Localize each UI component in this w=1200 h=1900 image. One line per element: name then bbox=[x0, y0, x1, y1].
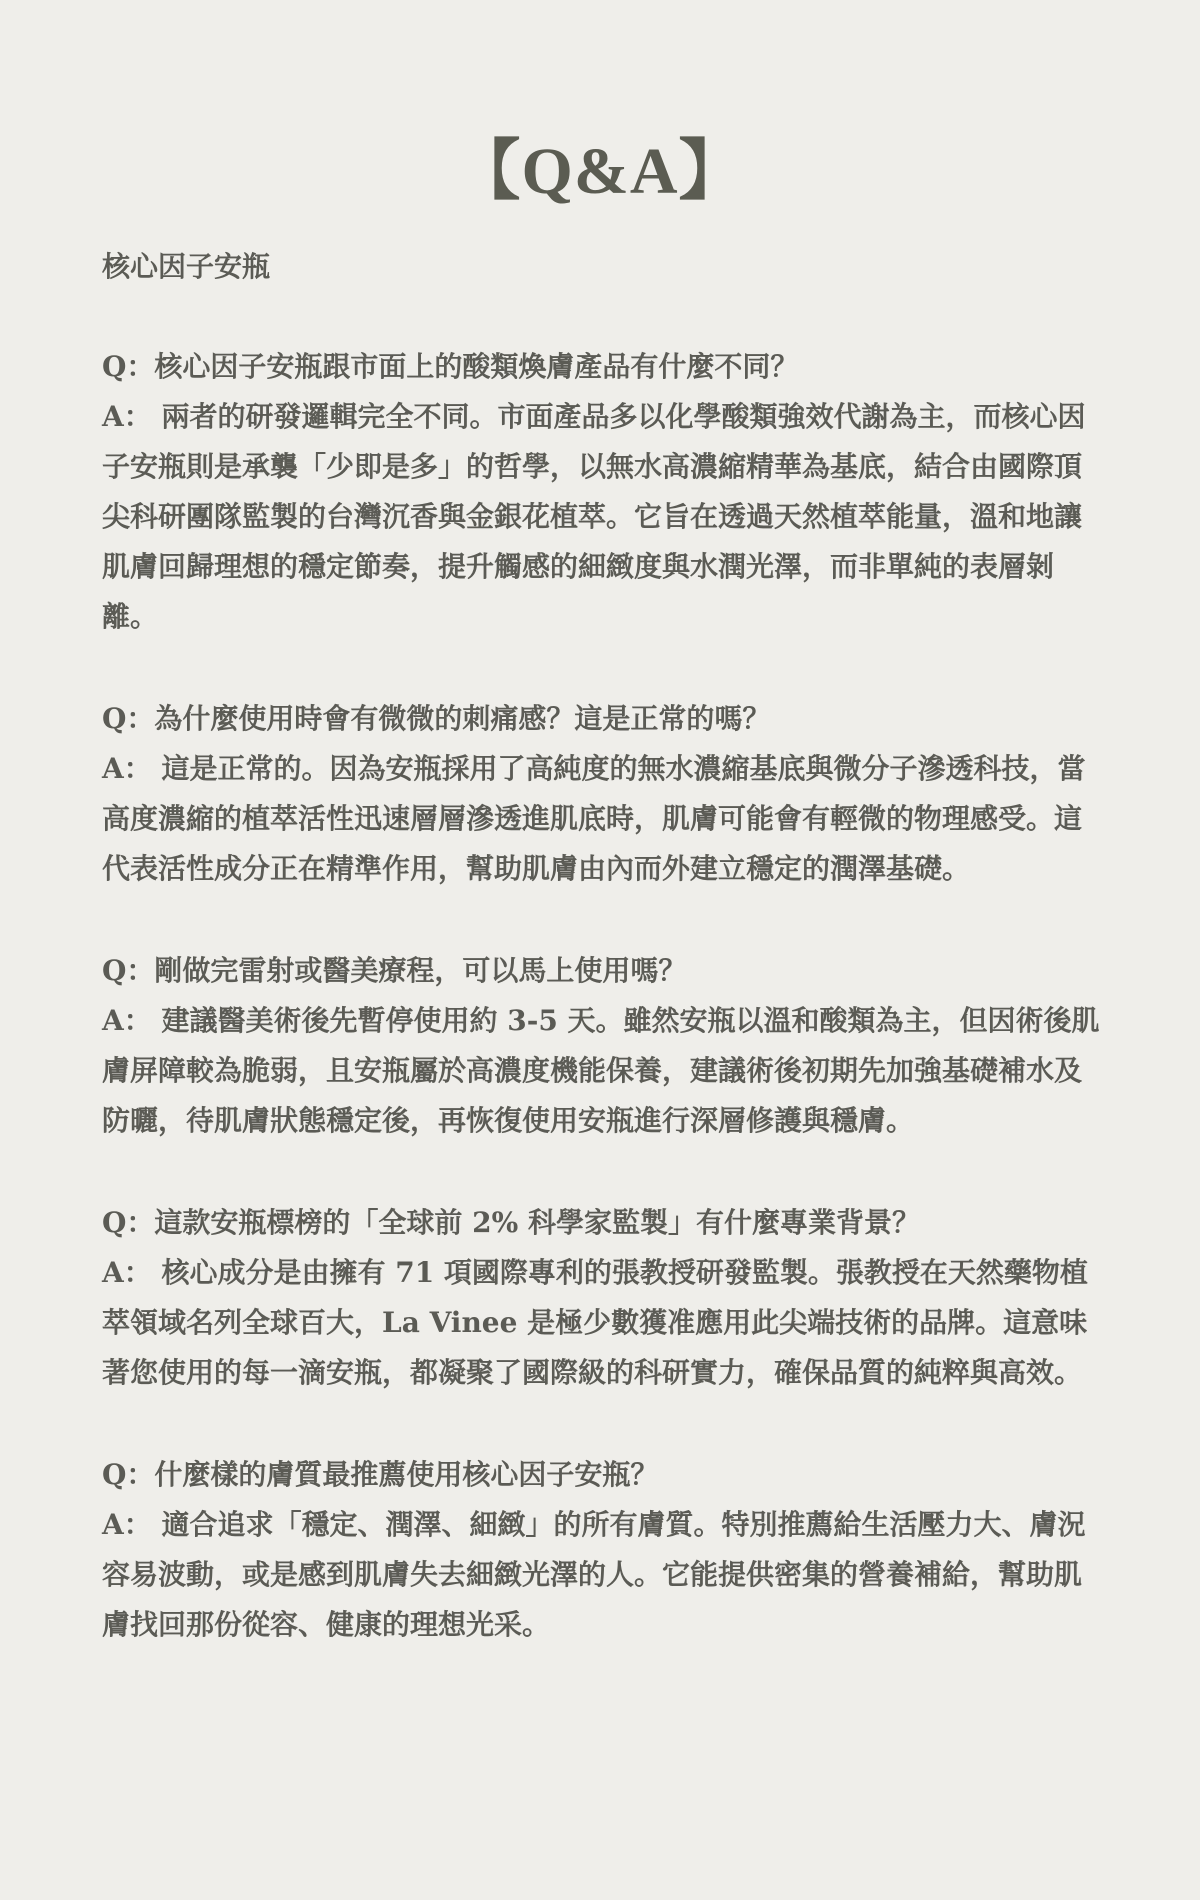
faq-item bbox=[102, 1450, 1102, 1650]
faq-answer: A： 核心成分是由擁有 71 項國際專利的張教授研發監製。張教授在天然藥物植萃領域名列全球百大，La Vinee 是極少數獲准應用此尖端技術的品牌。這意味著您使用的每一滴安瓶，都凝聚了國際級的科研實力，確保品質的純粹與高效。 bbox=[102, 1256, 1088, 1389]
faq-question: Q：這款安瓶標榜的「全球前 2% 科學家監製」有什麼專業背景？ bbox=[102, 1206, 920, 1239]
faq-question: Q：核心因子安瓶跟市面上的酸類煥膚產品有什麼不同？ bbox=[102, 350, 799, 383]
faq-answer: A： 建議醫美術後先暫停使用約 3-5 天。雖然安瓶以溫和酸類為主，但因術後肌膚屏障較為脆弱，且安瓶屬於高濃度機能保養，建議術後初期先加強基礎補水及防曬，待肌膚狀態穩定後，再恢復使用安瓶進行深層修護與穩膚。 bbox=[102, 1004, 1100, 1137]
section-title: 核心因子安瓶 bbox=[102, 250, 271, 283]
faq-question: Q：什麼樣的膚質最推薦使用核心因子安瓶？ bbox=[102, 1458, 659, 1491]
faq-question: Q：為什麼使用時會有微微的刺痛感？這是正常的嗎？ bbox=[102, 702, 771, 735]
faq-answer: A： 兩者的研發邏輯完全不同。市面產品多以化學酸類強效代謝為主，而核心因子安瓶則是承襲「少即是多」的哲學，以無水高濃縮精華為基底，結合由國際頂尖科研團隊監製的台灣沉香與金銀花植萃。它旨在透過天然植萃能量，溫和地讓肌膚回歸理想的穩定節奏，提升觸感的細緻度與水潤光澤，而非單純的表層剝離。 bbox=[102, 400, 1086, 633]
faq-item bbox=[102, 946, 1102, 1146]
faq-item bbox=[102, 342, 1102, 642]
faq-item bbox=[102, 1198, 1102, 1398]
faq-item bbox=[102, 694, 1102, 894]
page-title: 【Q&A】 bbox=[454, 135, 746, 209]
faq-question: Q：剛做完雷射或醫美療程，可以馬上使用嗎？ bbox=[102, 954, 687, 987]
faq-content bbox=[102, 244, 1102, 1702]
faq-answer: A： 適合追求「穩定、潤澤、細緻」的所有膚質。特別推薦給生活壓力大、膚況容易波動，或是感到肌膚失去細緻光澤的人。它能提供密集的營養補給，幫助肌膚找回那份從容、健康的理想光采。 bbox=[102, 1508, 1086, 1641]
faq-answer: A： 這是正常的。因為安瓶採用了高純度的無水濃縮基底與微分子滲透科技，當高度濃縮的植萃活性迅速層層滲透進肌底時，肌膚可能會有輕微的物理感受。這代表活性成分正在精準作用，幫助肌膚由內而外建立穩定的潤澤基礎。 bbox=[102, 752, 1086, 885]
